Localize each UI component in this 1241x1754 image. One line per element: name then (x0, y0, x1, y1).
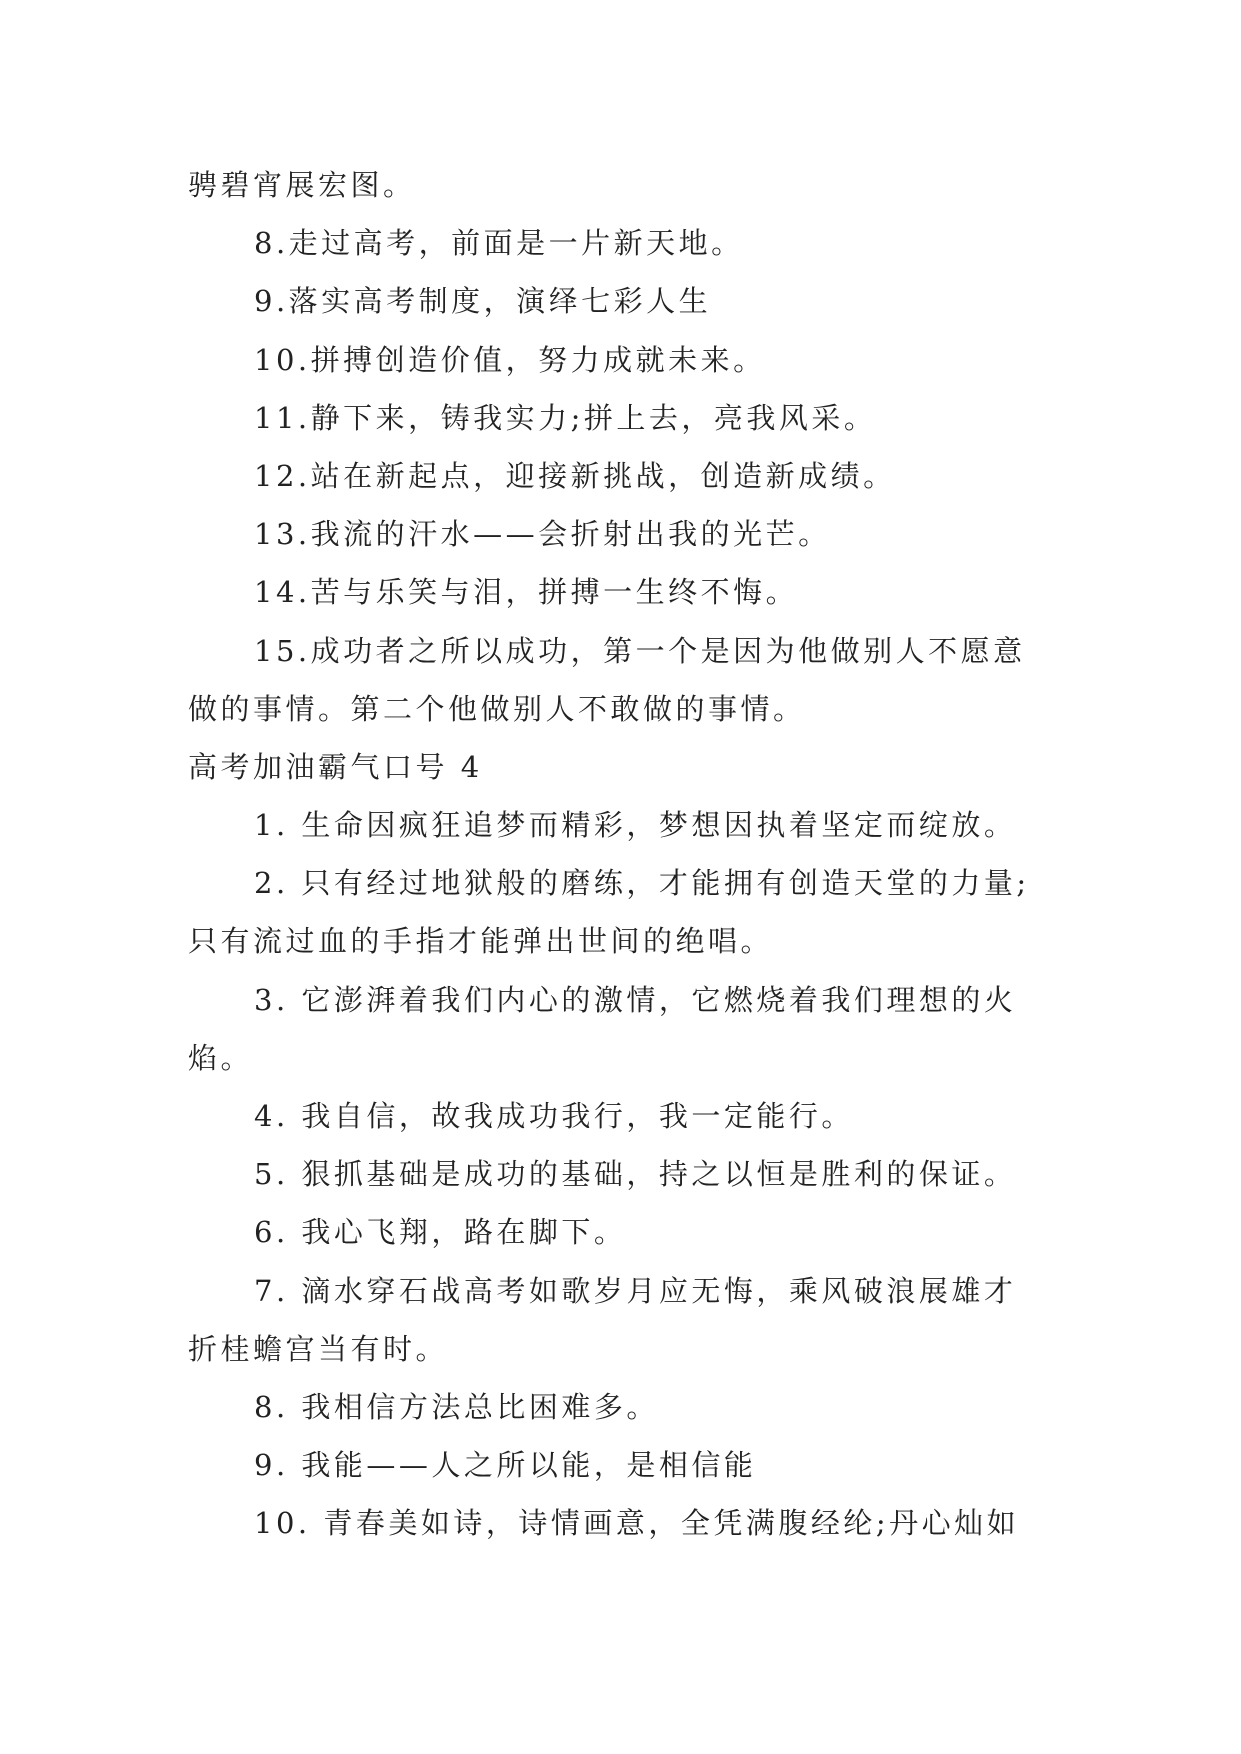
text-line: 折桂蟾宫当有时。 (188, 1331, 449, 1366)
list-item: 3. 它澎湃着我们内心的激情，它燃烧着我们理想的火 (254, 982, 1017, 1017)
text-line: 只有流过血的手指才能弹出世间的绝唱。 (188, 924, 774, 959)
section-heading: 高考加油霸气口号 4 (188, 749, 483, 784)
list-item: 12.站在新起点，迎接新挑战，创造新成绩。 (254, 458, 896, 493)
text-line: 骋碧宵展宏图。 (188, 168, 416, 202)
list-item: 8. 我相信方法总比困难多。 (254, 1389, 659, 1424)
list-item: 14.苦与乐笑与泪，拼搏一生终不悔。 (254, 575, 799, 610)
list-item: 6. 我心飞翔，路在脚下。 (254, 1215, 627, 1250)
list-item: 2. 只有经过地狱般的磨练，才能拥有创造天堂的力量; (254, 866, 1030, 901)
list-item: 9. 我能——人之所以能，是相信能 (254, 1448, 757, 1483)
list-item: 8.走过高考，前面是一片新天地。 (254, 226, 744, 261)
list-item: 4. 我自信，故我成功我行，我一定能行。 (254, 1099, 854, 1133)
list-item: 15.成功者之所以成功，第一个是因为他做别人不愿意 (254, 633, 1026, 668)
list-item: 9.落实高考制度，演绎七彩人生 (254, 284, 712, 319)
text-line: 焰。 (188, 1040, 254, 1075)
list-item: 7. 滴水穿石战高考如歌岁月应无悔，乘风破浪展雄才 (254, 1273, 1017, 1308)
document-body (188, 156, 1058, 1553)
list-item: 13.我流的汗水——会折射出我的光芒。 (254, 517, 831, 552)
list-item: 10.拼搏创造价值，努力成就未来。 (254, 342, 766, 377)
list-item: 1. 生命因疯狂追梦而精彩，梦想因执着坚定而绽放。 (254, 808, 1017, 843)
list-item: 5. 狠抓基础是成功的基础，持之以恒是胜利的保证。 (254, 1157, 1017, 1192)
text-line: 做的事情。第二个他做别人不敢做的事情。 (188, 691, 806, 726)
list-item: 10. 青春美如诗，诗情画意，全凭满腹经纶;丹心灿如 (254, 1506, 1020, 1541)
list-item: 11.静下来，铸我实力;拼上去，亮我风采。 (254, 400, 877, 435)
